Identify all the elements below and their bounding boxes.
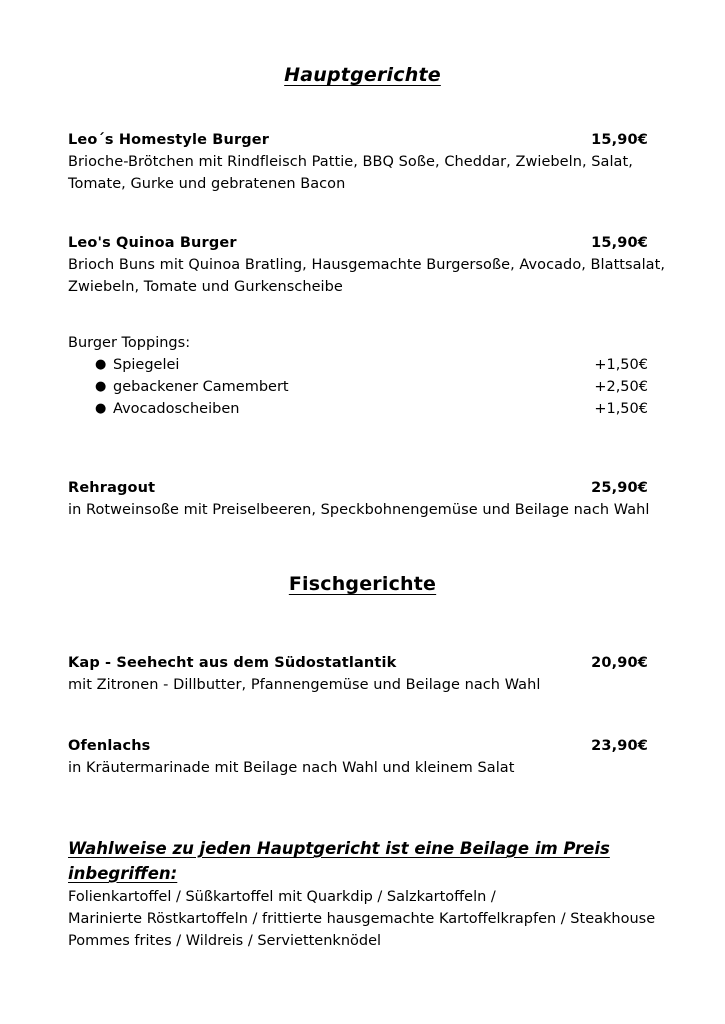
menu-item-description-line: Brioch Buns mit Quinoa Bratling, Hausgemachte Burgersoße, Avocado, Blattsalat, [68,257,665,273]
menu-item-title-row [68,477,648,499]
menu-item-description-line: in Kräutermarinade mit Beilage nach Wahl und kleinem Salat [68,760,515,776]
side-dish-note-line: Folienkartoffel / Süßkartoffel mit Quarkdip / Salzkartoffeln / [68,889,496,905]
menu-item-title-row [68,652,648,674]
bullet-icon: ● [95,379,107,394]
menu-item-price: 20,90€ [591,655,648,671]
menu-item-price: 15,90€ [591,235,648,251]
side-dish-note-body [68,886,658,952]
menu-item-name: Leo's Quinoa Burger [68,235,237,251]
menu-item-title-row [68,735,648,757]
menu-item-description-line: mit Zitronen - Dillbutter, Pfannengemüse und Beilage nach Wahl [68,677,541,693]
menu-item-rehragout [68,477,648,521]
section-heading-hauptgerichte: Hauptgerichte [284,64,441,86]
menu-item-description-line: in Rotweinsoße mit Preiselbeeren, Speckbohnengemüse und Beilage nach Wahl [68,502,650,518]
menu-item-ofenlachs [68,735,648,779]
menu-item-title-row [68,232,648,254]
menu-item-name: Rehragout [68,480,156,496]
menu-item-name: Ofenlachs [68,738,151,754]
menu-item-description-line: Zwiebeln, Tomate und Gurkenscheibe [68,279,343,295]
menu-item-description-line: Brioche-Brötchen mit Rindfleisch Pattie, BBQ Soße, Cheddar, Zwiebeln, Salat, [68,154,633,170]
section-heading-fischgerichte: Fischgerichte [288,573,437,595]
side-dish-note-heading-line: Wahlweise zu jeden Hauptgericht ist eine Beilage im Preis [68,839,610,858]
menu-item-name: Leo´s Homestyle Burger [68,132,270,148]
menu-item-name: Kap - Seehecht aus dem Südostatlantik [68,655,397,671]
menu-item-leos-quinoa-burger [68,232,665,298]
topping-price: +1,50€ [594,357,648,373]
burger-toppings-label: Burger Toppings: [68,335,191,351]
menu-item-price: 25,90€ [591,480,648,496]
menu-item-kap-seehecht [68,652,648,696]
menu-item-price: 15,90€ [591,132,648,148]
burger-toppings-block [68,332,648,420]
topping-item [68,376,648,398]
menu-item-description [68,674,648,696]
topping-price: +2,50€ [594,379,648,395]
menu-item-price: 23,90€ [591,738,648,754]
menu-item-title-row [68,129,648,151]
side-dish-note-heading-line: inbegriffen: [68,864,178,883]
menu-item-description [68,757,648,779]
side-dish-note-line: Marinierte Röstkartoffeln / frittierte hausgemachte Kartoffelkrapfen / Steakhouse [68,911,656,927]
topping-price: +1,50€ [594,401,648,417]
menu-item-description [68,499,648,521]
bullet-icon: ● [95,357,107,372]
menu-item-description [68,254,665,298]
menu-item-description-line: Tomate, Gurke und gebratenen Bacon [68,176,346,192]
menu-item-description [68,151,648,195]
side-dish-note-line: Pommes frites / Wildreis / Serviettenknödel [68,933,382,949]
topping-name: gebackener Camembert [113,379,289,395]
topping-name: Avocadoscheiben [113,401,240,417]
bullet-icon: ● [95,401,107,416]
topping-item [68,354,648,376]
menu-item-leos-homestyle-burger [68,129,648,195]
side-dish-note-heading [68,836,658,886]
burger-toppings-list [68,354,648,420]
topping-name: Spiegelei [113,357,180,373]
side-dish-note [68,836,658,952]
topping-item [68,398,648,420]
